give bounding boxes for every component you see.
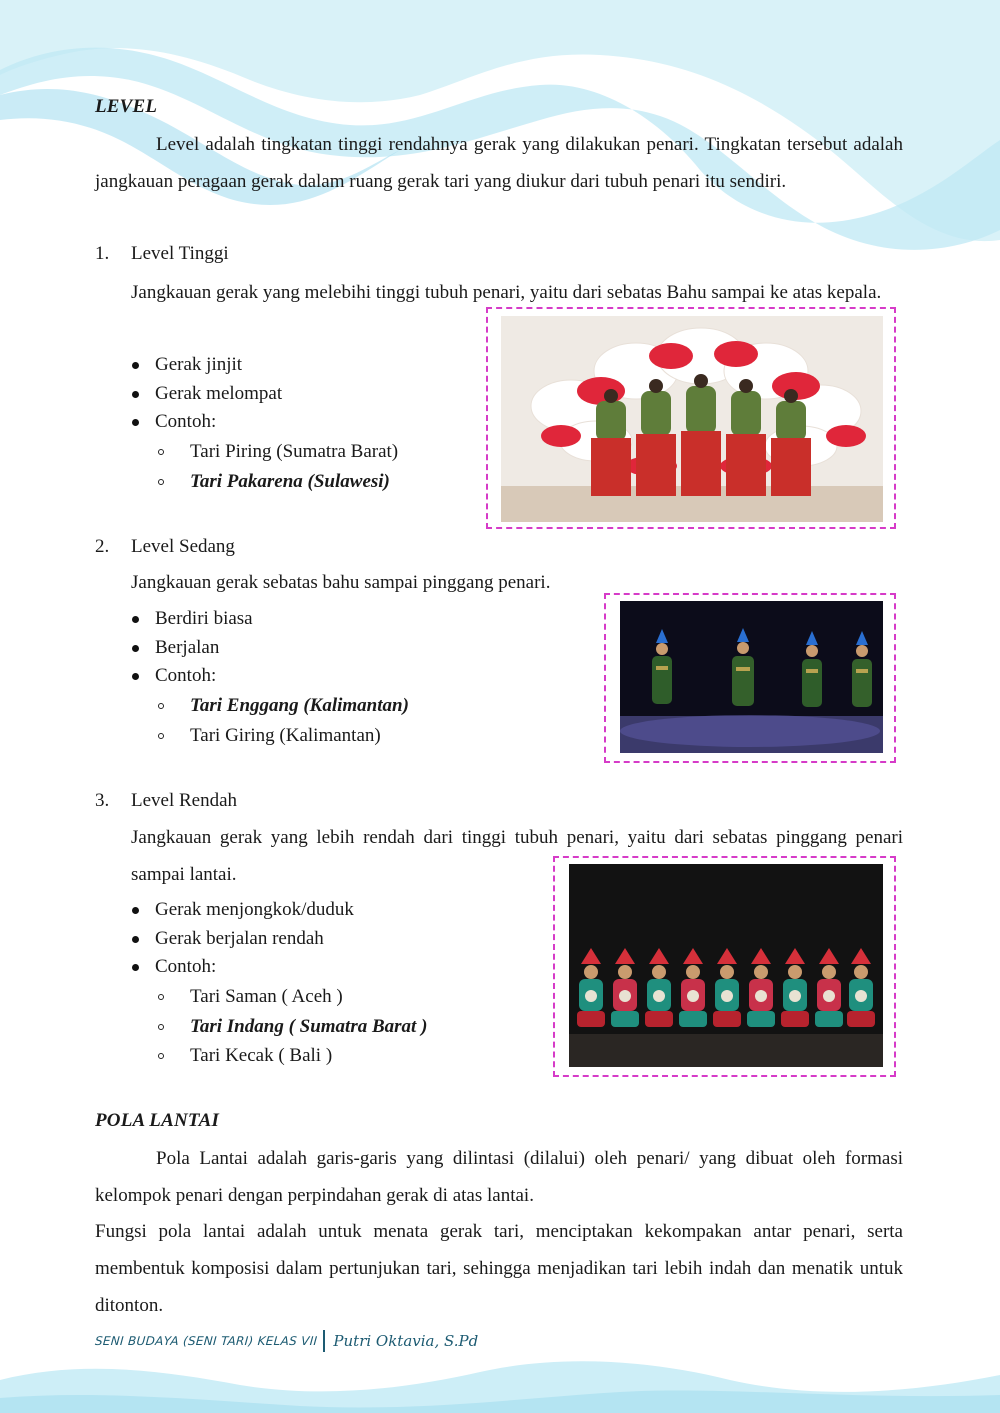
level-item-3-title [95, 790, 237, 812]
level-item-3-list [131, 896, 427, 1071]
list-item: Gerak berjalan rendah [131, 925, 427, 954]
level-heading: LEVEL [95, 96, 158, 117]
level-item-3-description: Jangkauan gerak yang lebih rendah dari tinggi tubuh penari, yaitu dari sebatas pinggang penari sampai lantai. [131, 827, 903, 885]
pola-lantai-paragraph-1: Pola Lantai adalah garis-garis yang dilintasi (dilalui) oleh penari/ yang dibuat oleh formasi kelompok penari dengan perpindahan gerak di atas lantai. [95, 1148, 903, 1206]
footer-author: Putri Oktavia, S.Pd [333, 1332, 479, 1350]
level-item-1-list [131, 351, 398, 496]
example-item: Tari Piring (Sumatra Barat) [131, 437, 398, 467]
list-item: Gerak menjongkok/duduk [131, 896, 427, 925]
pola-lantai-heading: POLA LANTAI [95, 1110, 220, 1131]
example-item: Tari Pakarena (Sulawesi) [131, 467, 398, 497]
footer-separator [323, 1330, 325, 1352]
level-item-1-label: Level Tinggi [131, 243, 229, 264]
level-item-2-description: Jangkauan gerak sebatas bahu sampai pinggang penari. [131, 572, 551, 593]
example-item: Tari Giring (Kalimantan) [131, 721, 409, 751]
example-item: Tari Saman ( Aceh ) [131, 982, 427, 1012]
page-footer [95, 1330, 478, 1352]
level-item-3-number: 3. [95, 790, 110, 811]
seated-dancers-photo [569, 864, 883, 1067]
level-item-2-title [95, 536, 235, 558]
level-intro: Level adalah tingkatan tinggi rendahnya gerak yang dilakukan penari. Tingkatan tersebut adalah jangkauan peragaan gerak dalam ruang gerak tari yang diukur dari tubuh penari itu sendiri. [95, 134, 903, 192]
list-item: Contoh: [131, 408, 398, 437]
pola-lantai-paragraph-2: Fungsi pola lantai adalah untuk menata gerak tari, menciptakan kekompakan antar penari, serta membentuk komposisi dalam pertunjukan tari, sehingga menjadikan tari lebih indah dan menatik untuk ditonton. [95, 1221, 903, 1316]
example-item: Tari Enggang (Kalimantan) [131, 691, 409, 721]
level-item-2-label: Level Sedang [131, 536, 235, 557]
footer-subject: SENI BUDAYA (SENI TARI) KELAS VII [94, 1334, 318, 1348]
level-item-3-label: Level Rendah [131, 790, 238, 811]
example-item: Tari Kecak ( Bali ) [131, 1041, 427, 1071]
level-item-1-title [95, 243, 229, 265]
dancers-with-fans-photo [501, 316, 883, 522]
list-item: Gerak jinjit [131, 351, 398, 380]
list-item: Gerak melompat [131, 380, 398, 409]
level-item-1-number: 1. [95, 243, 110, 264]
list-item: Berdiri biasa [131, 605, 409, 634]
level-item-1-description: Jangkauan gerak yang melebihi tinggi tubuh penari, yaitu dari sebatas Bahu sampai ke atas kepala. [131, 282, 882, 303]
level-item-2-number: 2. [95, 536, 110, 557]
standing-dancers-photo [620, 601, 883, 753]
list-item: Contoh: [131, 662, 409, 691]
example-item: Tari Indang ( Sumatra Barat ) [131, 1012, 427, 1042]
list-item: Contoh: [131, 953, 427, 982]
level-item-2-list [131, 605, 409, 750]
list-item: Berjalan [131, 634, 409, 663]
